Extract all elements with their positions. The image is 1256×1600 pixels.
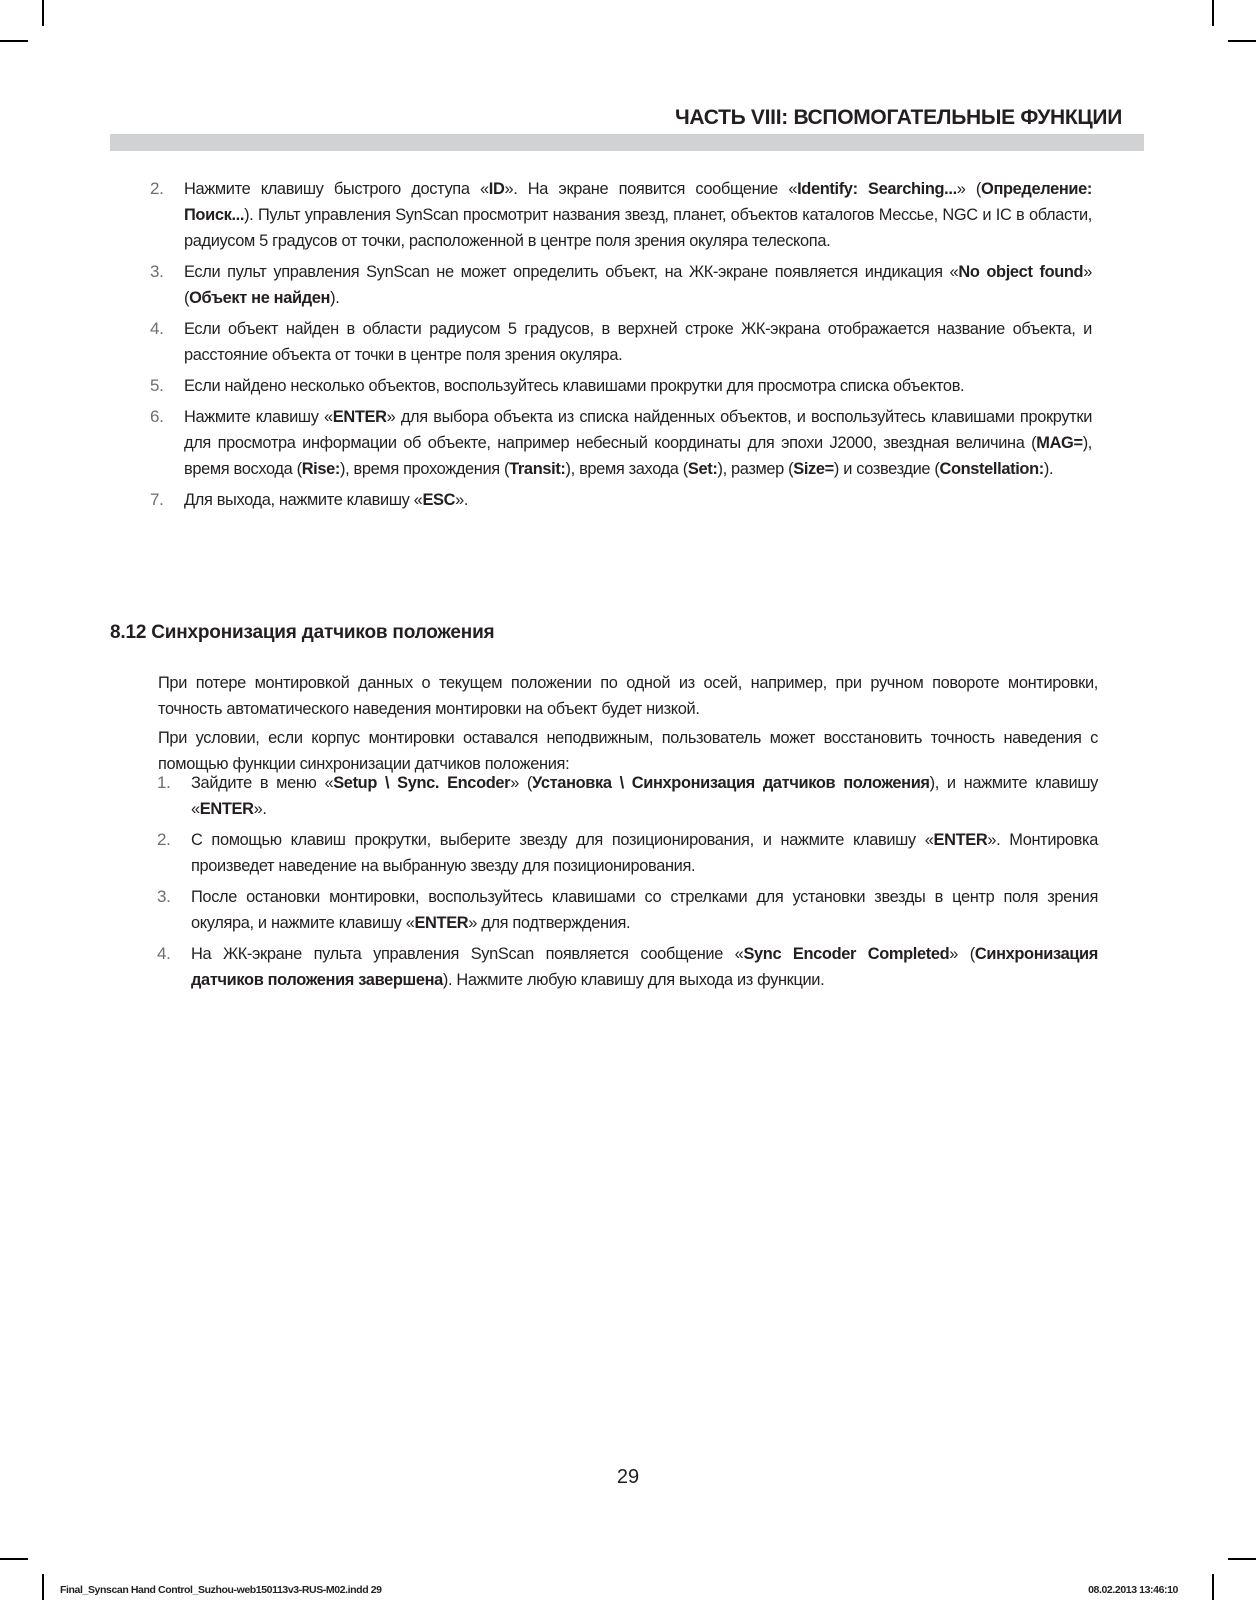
bold-term: Size=	[793, 460, 834, 478]
item-text: ».	[455, 491, 469, 509]
item-text: Если объект найден в области радиусом 5 градусов, в верхней строке ЖК-экрана отображается название объекта, и расстояние объекта от точки в центре поля зрения окуляра.	[184, 320, 1092, 364]
item-text: ), время восхода (	[184, 434, 1092, 478]
item-text: С помощью клавиш прокрутки, выберите звезду для позиционирования, и нажмите клавишу «	[191, 831, 934, 849]
item-text: После остановки монтировки, воспользуйтесь клавишами со стрелками для установки звезды в центр поля зрения окуляра, и нажмите клавишу «	[191, 888, 1098, 932]
item-text: ), размер (	[717, 460, 794, 478]
page-number: 29	[616, 1466, 640, 1488]
paragraph: При условии, если корпус монтировки оставался неподвижным, пользователь может восстановить точность наведения с помощью функции синхронизации датчиков положения:	[158, 729, 1098, 773]
list-item	[150, 487, 1092, 513]
item-text: » для выбора объекта из списка найденных объектов, и воспользуйтесь клавишами прокрутки для просмотра информации об объекте, например небесный координаты для эпохи J2000, звездная величина (	[184, 408, 1093, 452]
item-text: Если пульт управления SynScan не может определить объект, на ЖК-экране появляется индикация «	[184, 263, 959, 281]
list-item	[150, 316, 1092, 368]
crop-mark	[1228, 40, 1256, 42]
bold-term: ENTER	[414, 914, 469, 932]
item-text: » (	[184, 263, 1093, 307]
list-item	[150, 259, 1093, 311]
item-number: 7.	[150, 490, 164, 509]
footer-filename: Final_Synscan Hand Control_Suzhou-web150113v3-RUS-M02.indd 29	[60, 1584, 382, 1596]
list-item	[150, 373, 1092, 399]
item-text: ).	[330, 289, 340, 307]
item-number: 3.	[150, 262, 164, 281]
item-text: Зайдите в меню «	[191, 774, 334, 792]
item-text: ). Пульт управления SynScan просмотрит названия звезд, планет, объектов каталогов Мессье, NGC и IC в области, радиусом 5 градусов от точки, расположенной в центре поля зрения окуляра телескопа.	[184, 206, 1092, 250]
list-item	[150, 404, 1093, 482]
item-number: 3.	[157, 887, 171, 906]
item-text: » (	[949, 945, 975, 963]
item-text: » (	[956, 180, 982, 198]
bold-term: ESC	[422, 491, 456, 509]
list-item	[157, 941, 1099, 993]
bold-term: Rise:	[301, 460, 341, 478]
item-text: ) и созвездие (	[833, 460, 940, 478]
item-number: 5.	[150, 376, 164, 395]
bold-term: MAG=	[1036, 434, 1083, 452]
bold-term: ID	[488, 180, 505, 198]
crop-mark	[1228, 1558, 1256, 1560]
bold-term: Setup \ Sync. Encoder	[333, 774, 511, 792]
item-text: На ЖК-экране пульта управления SynScan появляется сообщение «	[191, 945, 744, 963]
bold-term: Синхронизация датчиков положения завершена	[191, 945, 1099, 989]
item-text: » для подтверждения.	[468, 914, 631, 932]
crop-mark	[1212, 0, 1214, 26]
bold-term: Set:	[687, 460, 718, 478]
item-text: ), время захода (	[565, 460, 688, 478]
item-text: Нажмите клавишу «	[184, 408, 333, 426]
bold-term: ENTER	[199, 800, 254, 818]
bold-term: Sync Encoder Completed	[743, 945, 950, 963]
chapter-header: ЧАСТЬ VIII: ВСПОМОГАТЕЛЬНЫЕ ФУНКЦИИ	[674, 106, 1122, 129]
section-heading: 8.12 Синхронизация датчиков положения	[110, 622, 495, 643]
item-text: ».	[253, 800, 267, 818]
list-item	[150, 176, 1093, 254]
footer-datetime: 08.02.2013 13:46:10	[1088, 1584, 1178, 1596]
item-text: ». На экране появится сообщение «	[504, 180, 798, 198]
crop-mark	[1212, 1574, 1214, 1600]
list-item	[157, 884, 1098, 936]
bold-term: Transit:	[509, 460, 566, 478]
list-item	[157, 770, 1098, 822]
crop-mark	[42, 1574, 44, 1600]
header-bar	[110, 134, 1144, 151]
item-text: Если найдено несколько объектов, воспользуйтесь клавишами прокрутки для просмотра списка объектов.	[184, 377, 965, 395]
item-number: 6.	[150, 407, 164, 426]
list-item	[157, 827, 1098, 879]
bold-term: No object found	[958, 263, 1084, 281]
item-number: 2.	[157, 830, 171, 849]
crop-mark	[0, 40, 28, 42]
item-number: 4.	[157, 944, 171, 963]
crop-mark	[0, 1558, 28, 1560]
bold-term: Constellation:	[939, 460, 1044, 478]
bold-term: ENTER	[933, 831, 988, 849]
sync-encoder-steps-list	[157, 770, 1099, 998]
item-text: ». Монтировка произведет наведение на выбранную звезду для позиционирования.	[191, 831, 1098, 875]
item-text: ).	[1043, 460, 1054, 478]
item-number: 1.	[157, 773, 171, 792]
item-number: 4.	[150, 319, 164, 338]
item-text: ), время прохождения (	[340, 460, 510, 478]
bold-term: Identify: Searching...	[797, 180, 957, 198]
item-text: » (	[510, 774, 533, 792]
crop-mark	[42, 0, 44, 26]
bold-term: ENTER	[332, 408, 387, 426]
identify-steps-list	[150, 176, 1093, 518]
bold-term: Объект не найден	[189, 289, 331, 307]
item-text: Нажмите клавишу быстрого доступа «	[184, 180, 489, 198]
paragraph: При потере монтировкой данных о текущем положении по одной из осей, например, при ручном повороте монтировки, точность автоматического наведения монтировки на объект будет низкой.	[158, 674, 1098, 718]
item-text: ), и нажмите клавишу «	[191, 774, 1098, 818]
bold-term: Определение: Поиск...	[184, 180, 1093, 224]
bold-term: Установка \ Синхронизация датчиков положения	[532, 774, 930, 792]
item-text: Для выхода, нажмите клавишу «	[184, 491, 423, 509]
item-text: ). Нажмите любую клавишу для выхода из функции.	[442, 971, 825, 989]
item-number: 2.	[150, 179, 164, 198]
